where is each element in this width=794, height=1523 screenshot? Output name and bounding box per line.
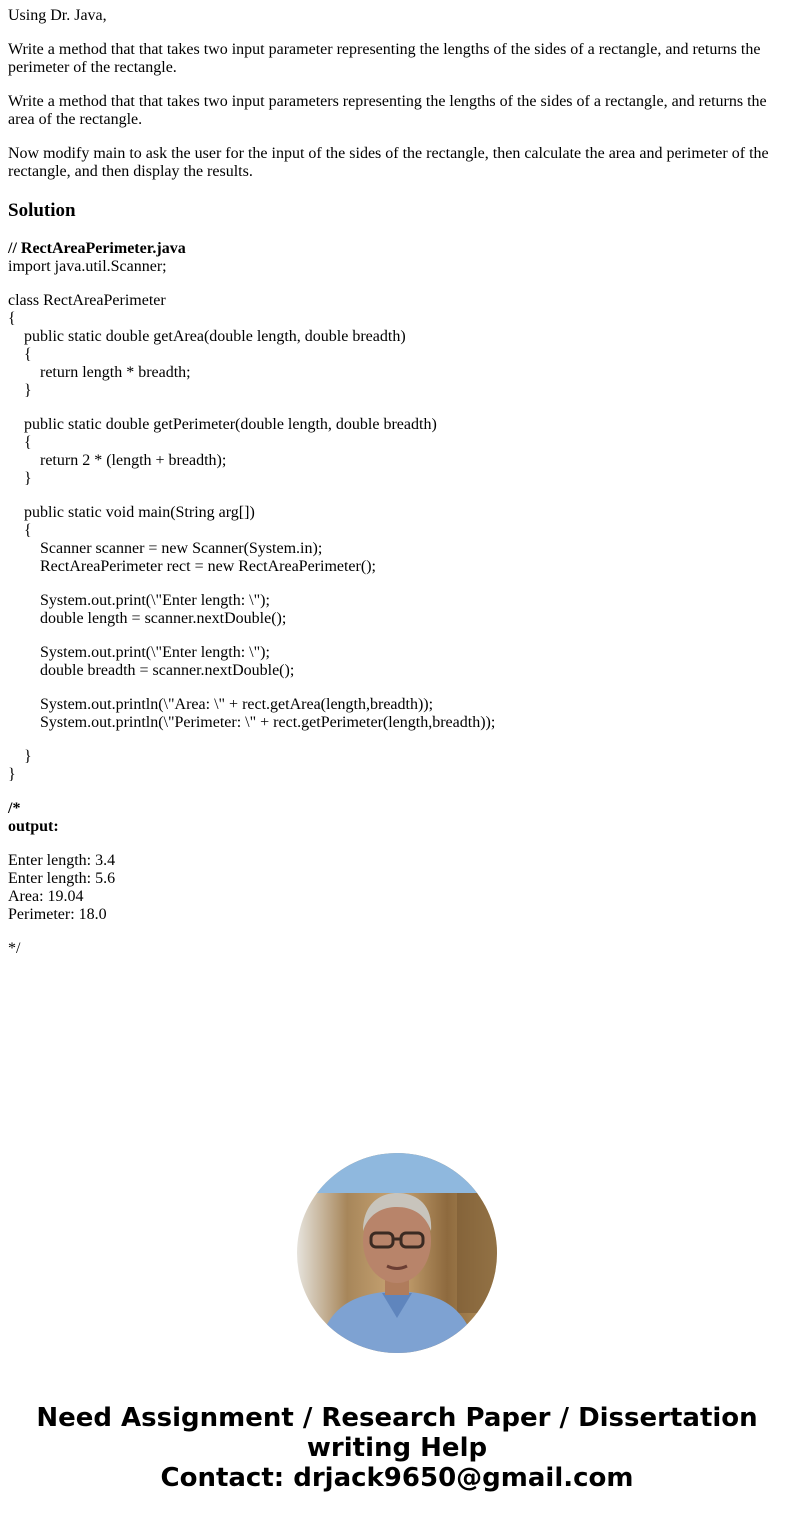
output-line: Enter length: 3.4: [8, 852, 116, 869]
code-brace: }: [24, 748, 32, 765]
code-rect-line: RectAreaPerimeter rect = new RectAreaPerimeter();: [40, 558, 376, 575]
code-get-area-sig: public static double getArea(double length, double breadth): [24, 328, 406, 345]
code-class-decl: class RectAreaPerimeter: [8, 292, 166, 309]
code-brace: }: [24, 382, 32, 399]
output-line: Area: 19.04: [8, 888, 84, 905]
intro-paragraph-area: Write a method that that takes two input parameters representing the lengths of the sides of a rectangle, and returns the area of the rectangle.: [8, 93, 767, 128]
code-brace: {: [24, 346, 32, 363]
code-print-length: System.out.print(\"Enter length: \");: [40, 592, 270, 609]
code-import: import java.util.Scanner;: [8, 258, 167, 275]
code-read-breadth: double breadth = scanner.nextDouble();: [40, 662, 295, 679]
solution-heading: Solution: [8, 200, 76, 221]
output-label: output:: [8, 818, 59, 835]
output-line: Perimeter: 18.0: [8, 906, 107, 923]
output-comment-close: */: [8, 940, 21, 957]
code-brace: }: [24, 470, 32, 487]
code-brace: {: [8, 310, 16, 327]
code-get-area-body: return length * breadth;: [40, 364, 191, 381]
code-brace: {: [24, 434, 32, 451]
code-println-perimeter: System.out.println(\"Perimeter: \" + rect.getPerimeter(length,breadth));: [40, 714, 496, 731]
code-read-length: double length = scanner.nextDouble();: [40, 610, 287, 627]
code-println-area: System.out.println(\"Area: \" + rect.getArea(length,breadth));: [40, 696, 434, 713]
code-file-comment: // RectAreaPerimeter.java: [8, 240, 186, 257]
document-body: [8, 7, 786, 958]
code-block: [8, 240, 786, 958]
intro-line-1: Using Dr. Java,: [8, 7, 107, 24]
code-scanner-line: Scanner scanner = new Scanner(System.in);: [40, 540, 323, 557]
code-main-sig: public static void main(String arg[]): [24, 504, 255, 521]
footer-contact-email: Contact: drjack9650@gmail.com: [160, 1463, 634, 1493]
intro-paragraph-perimeter: Write a method that that takes two input parameter representing the lengths of the sides of a rectangle, and returns the perimeter of the rectangle.: [8, 41, 761, 76]
output-line: Enter length: 5.6: [8, 870, 116, 887]
code-get-perimeter-body: return 2 * (length + breadth);: [40, 452, 227, 469]
footer-line-2: writing Help: [306, 1433, 488, 1463]
footer-line-1: Need Assignment / Research Paper / Dissertation: [36, 1403, 758, 1433]
code-print-length-2: System.out.print(\"Enter length: \");: [40, 644, 270, 661]
code-brace: {: [24, 522, 32, 539]
code-brace: }: [8, 766, 16, 783]
code-get-perimeter-sig: public static double getPerimeter(double length, double breadth): [24, 416, 437, 433]
author-portrait-icon: [297, 1153, 497, 1353]
author-avatar: [297, 1153, 497, 1353]
output-comment-open: /*: [8, 800, 21, 817]
contact-footer: [0, 1403, 794, 1493]
intro-paragraph-main: Now modify main to ask the user for the input of the sides of the rectangle, then calculate the area and perimeter of the rectangle, and then display the results.: [8, 145, 769, 180]
